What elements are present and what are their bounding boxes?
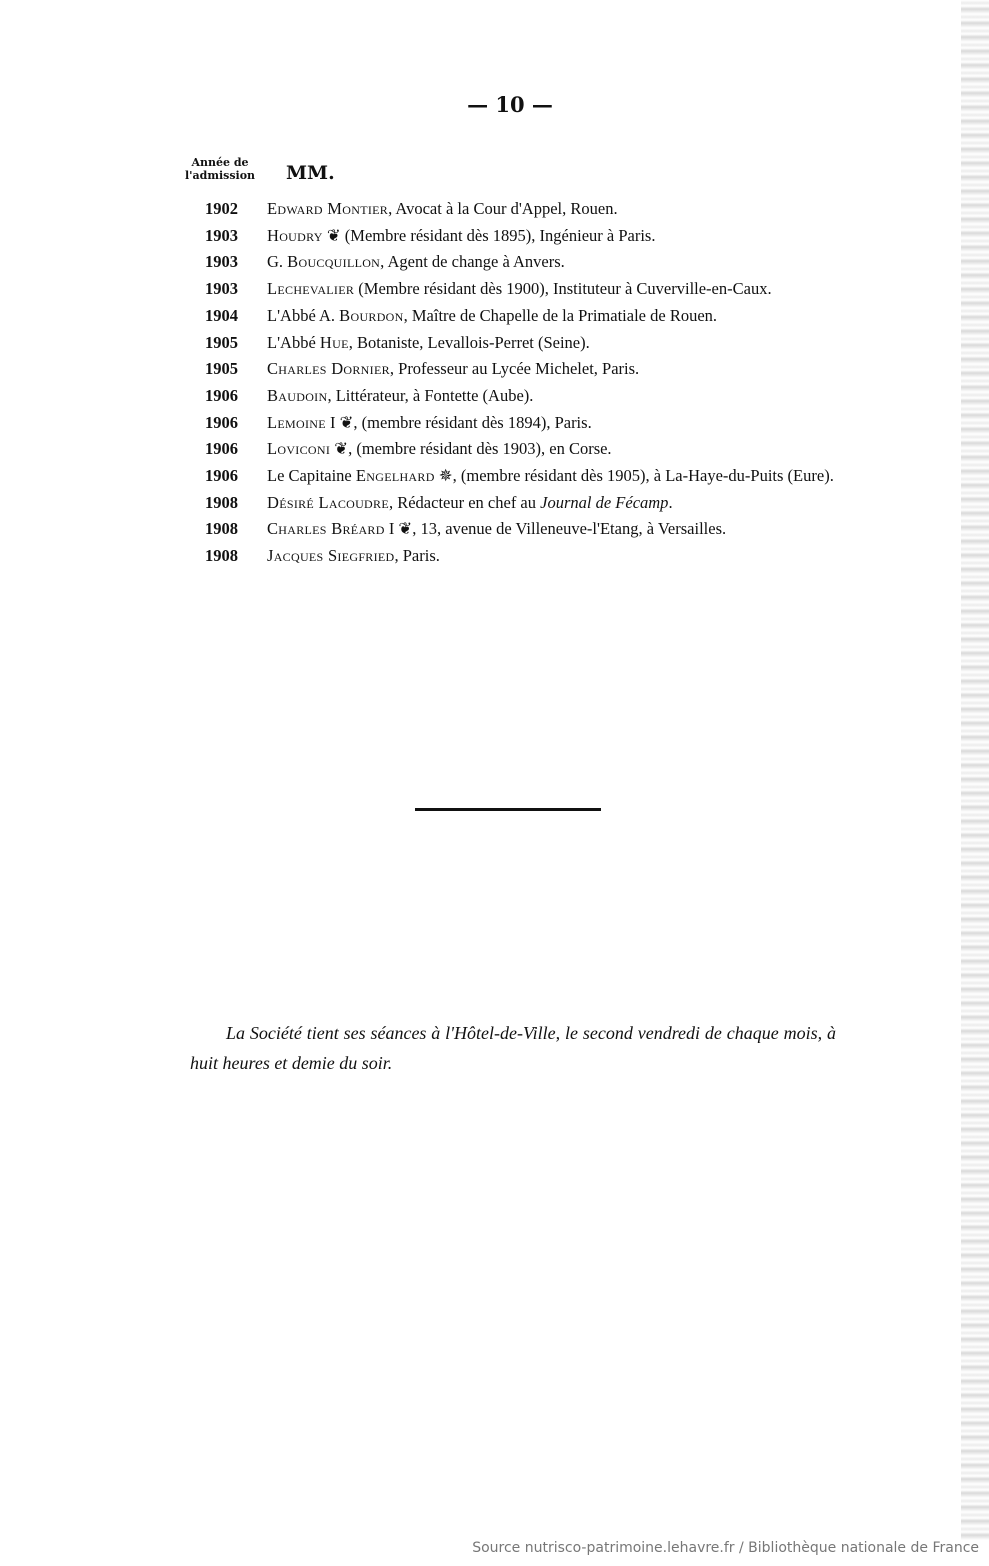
column-header-year — [180, 156, 260, 182]
member-entry — [205, 436, 836, 463]
member-entry — [205, 330, 836, 357]
member-details: , Professeur au Lycée Michelet, Paris. — [389, 359, 640, 379]
member-name: Loviconi — [267, 439, 331, 459]
member-details: , Agent de change à Anvers. — [380, 252, 565, 272]
member-details: ❦ (Membre résidant dès 1895), Ingénieur à Paris. — [322, 225, 656, 245]
divider-rule — [415, 808, 601, 811]
member-entry — [205, 249, 836, 276]
member-name: Engelhard — [355, 466, 435, 486]
member-name: Edward Montier — [267, 199, 389, 218]
member-details: L'Abbé — [267, 332, 320, 352]
member-entry — [205, 356, 836, 383]
member-name: Lechevalier — [267, 279, 355, 299]
admission-year: 1908 — [205, 492, 238, 512]
admission-year: 1903 — [205, 279, 238, 299]
admission-year: 1903 — [205, 225, 238, 245]
member-list — [205, 196, 836, 570]
admission-year: 1906 — [205, 412, 238, 432]
scan-edge — [961, 0, 989, 1540]
admission-year: 1906 — [205, 385, 238, 405]
member-name: Baudoin — [267, 385, 328, 405]
member-name: Désiré Lacoudre — [267, 492, 389, 512]
member-entry — [205, 303, 836, 330]
member-name: Boucquillon — [287, 252, 381, 272]
year-header-line2: l'admission — [184, 169, 256, 182]
page-number: — 10 — — [467, 92, 553, 117]
column-header-mm: MM. — [286, 162, 335, 184]
year-header-line1: Année de — [191, 156, 249, 169]
italic-title: Journal de Fécamp — [540, 492, 669, 512]
member-name: Lemoine — [267, 412, 326, 432]
member-name: Hue — [319, 332, 349, 352]
member-details: , Botaniste, Levallois-Perret (Seine). — [348, 332, 590, 352]
member-name: Houdry — [267, 225, 323, 245]
admission-year: 1902 — [205, 199, 238, 218]
member-details: . — [668, 492, 673, 512]
admission-year: 1906 — [205, 439, 238, 459]
member-details: G. — [267, 252, 288, 272]
member-details: , Maître de Chapelle de la Primatiale de Rouen. — [403, 305, 718, 325]
member-name: Bourdon — [339, 305, 404, 325]
member-entry — [205, 463, 836, 490]
member-entry — [205, 490, 836, 517]
member-details: ❦, (membre résidant dès 1903), en Corse. — [330, 439, 612, 459]
member-details: L'Abbé A. — [267, 305, 340, 325]
member-entry — [205, 223, 836, 250]
admission-year: 1906 — [205, 466, 238, 486]
member-entry — [205, 410, 836, 437]
member-details: , Paris. — [394, 546, 440, 566]
meeting-note: La Société tient ses séances à l'Hôtel-de-Ville, le second vendredi de chaque mois, à huit heures et demie du soir. — [190, 1023, 836, 1073]
admission-year: 1905 — [205, 332, 238, 352]
member-entry — [205, 276, 836, 303]
member-details: ✵, (membre résidant dès 1905), à La-Haye-du-Puits (Eure). — [434, 466, 834, 486]
admission-year: 1908 — [205, 519, 238, 539]
member-details: (Membre résidant dès 1900), Instituteur à Cuverville-en-Caux. — [354, 279, 772, 299]
member-details: , Avocat à la Cour d'Appel, Rouen. — [388, 199, 618, 218]
member-entry — [205, 543, 836, 570]
member-name: Charles Dornier — [267, 359, 390, 379]
member-entry — [205, 383, 836, 410]
member-details: , Rédacteur en chef au — [388, 492, 541, 512]
member-details: I ❦, (membre résidant dès 1894), Paris. — [325, 412, 592, 432]
member-name: Charles Bréard — [267, 519, 385, 539]
member-entry — [205, 196, 836, 223]
member-details: I ❦, 13, avenue de Villeneuve-l'Etang, à Versailles. — [384, 519, 727, 539]
member-entry — [205, 516, 836, 543]
admission-year: 1903 — [205, 252, 238, 272]
member-details: Le Capitaine — [267, 466, 356, 486]
admission-year: 1908 — [205, 546, 238, 566]
member-details: , Littérateur, à Fontette (Aube). — [327, 385, 534, 405]
admission-year: 1904 — [205, 305, 238, 325]
source-credit: Source nutrisco-patrimoine.lehavre.fr / Bibliothèque nationale de France — [472, 1540, 979, 1556]
member-name: Jacques Siegfried — [267, 546, 395, 566]
admission-year: 1905 — [205, 359, 238, 379]
